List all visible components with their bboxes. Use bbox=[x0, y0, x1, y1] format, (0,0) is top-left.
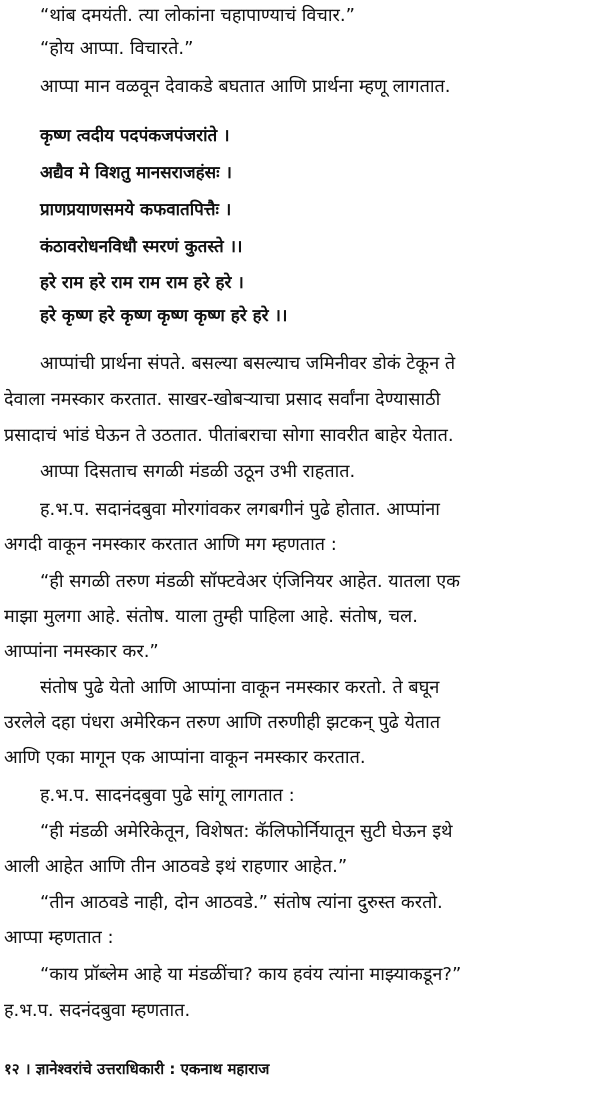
text-line: आली आहेत आणि तीन आठवडे इथं राहणार आहेत.” bbox=[4, 856, 348, 877]
text-line: उरलेले दहा पंधरा अमेरिकन तरुण आणि तरुणीही झटकन् पुढे येतात bbox=[4, 712, 441, 733]
verse-line: अद्यैव मे विशतु मानसराजहंसः । bbox=[40, 163, 232, 183]
verse-line: हरे कृष्ण हरे कृष्ण कृष्ण कृष्ण हरे हरे ।। bbox=[40, 306, 288, 326]
text-line: ह.भ.प. सदानंदबुवा मोरगांवकर लगबगीनं पुढे होतात. आप्पांना bbox=[40, 499, 440, 520]
text-line: “थांब दमयंती. त्या लोकांना चहापाण्याचं विचार.” bbox=[40, 5, 355, 26]
text-line: “होय आप्पा. विचारते.” bbox=[40, 38, 194, 59]
text-line: ह.भ.प. सादनंदबुवा पुढे सांगू लागतात : bbox=[40, 785, 295, 806]
text-line: प्रसादाचं भांडं घेऊन ते उठतात. पीतांबराचा सोगा सावरीत बाहेर येतात. bbox=[4, 425, 454, 446]
verse-line: प्राणप्रयाणसमये कफवातपित्तैः । bbox=[40, 200, 232, 220]
text-line: संतोष पुढे येतो आणि आप्पांना वाकून नमस्कार करतो. ते बघून bbox=[40, 677, 440, 698]
text-line: “ही मंडळी अमेरिकेतून, विशेषत: कॅलिफोर्नियातून सुटी घेऊन इथे bbox=[40, 821, 453, 842]
text-line: आप्पांना नमस्कार कर.” bbox=[4, 641, 159, 662]
verse-line: कृष्ण त्वदीय पदपंकजपंजरांते । bbox=[40, 126, 230, 146]
text-line: “काय प्रॉब्लेम आहे या मंडळींचा? काय हवंय त्यांना माझ्याकडून?” bbox=[40, 964, 462, 985]
text-line: “तीन आठवडे नाही, दोन आठवडे.” संतोष त्यांना दुरुस्त करतो. bbox=[40, 892, 443, 913]
page-footer: १२ । ज्ञानेश्वरांचे उत्तराधिकारी : एकनाथ महाराज bbox=[4, 1060, 270, 1078]
text-line: आप्पांची प्रार्थना संपते. बसल्या बसल्याच जमिनीवर डोकं टेकून ते bbox=[40, 353, 456, 374]
text-line: “ही सगळी तरुण मंडळी सॉफ्टवेअर एंजिनियर आहेत. यातला एक bbox=[40, 571, 460, 592]
text-line: आणि एका मागून एक आप्पांना वाकून नमस्कार करतात. bbox=[4, 747, 366, 768]
text-line: आप्पा मान वळवून देवाकडे बघतात आणि प्रार्थना म्हणू लागतात. bbox=[40, 76, 451, 97]
verse-line: हरे राम हरे राम राम राम हरे हरे । bbox=[40, 273, 244, 293]
text-line: आप्पा म्हणतात : bbox=[4, 927, 114, 948]
verse-line: कंठावरोधनविधौ स्मरणं कुतस्ते ।। bbox=[40, 237, 243, 257]
text-line: देवाला नमस्कार करतात. साखर-खोबऱ्याचा प्रसाद सर्वांना देण्यासाठी bbox=[4, 389, 441, 410]
text-line: आप्पा दिसताच सगळी मंडळी उठून उभी राहतात. bbox=[40, 461, 356, 482]
text-line: अगदी वाकून नमस्कार करतात आणि मग म्हणतात : bbox=[4, 534, 337, 555]
text-line: माझा मुलगा आहे. संतोष. याला तुम्ही पाहिला आहे. संतोष, चल. bbox=[4, 606, 418, 627]
text-line: ह.भ.प. सदनंदबुवा म्हणतात. bbox=[4, 1000, 191, 1021]
